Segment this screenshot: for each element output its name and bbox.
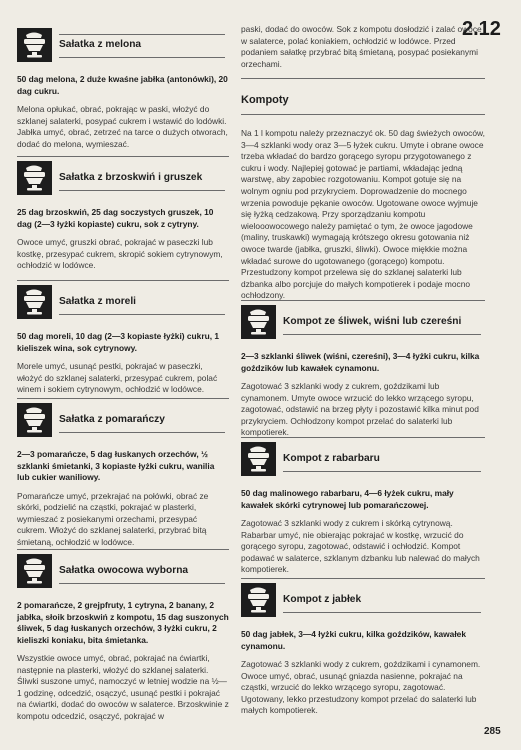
recipe-description: Pomarańcze umyć, przekrajać na połówki, obrać ze skórki, podzielić na cząstki, pokrajać w plasterki, wymieszać z posiekanymi orzechami, przesypać cukrem. Włożyć do szklanej salaterki, przybrać bitą śmietaną, ochłodzić w lodówce. <box>17 490 209 547</box>
continuation-text: paski, dodać do owoców. Sok z kompotu dosłodzić i zalać owoce w salaterce, polać koniakiem, ochłodzić w lodówce. Przed podaniem sałatkę przybrać bitą śmietaną, posypać posiekanymi orzechami. <box>241 24 482 69</box>
bowl-icon <box>241 583 276 617</box>
recipe-ingredients: 50 dag melona, 2 duże kwaśne jabłka (antonówki), 20 dag cukru. <box>17 74 228 96</box>
recipe-title: Kompot ze śliwek, wiśni lub czereśni <box>283 316 462 327</box>
recipe-ingredients: 50 dag malinowego rabarbaru, 4—6 łyżek cukru, mały kawałek skórki cytrynowej lub pomarańczowej. <box>241 488 454 510</box>
recipe-ingredients: 50 dag jabłek, 3—4 łyżki cukru, kilka goździków, kawałek cynamonu. <box>241 629 466 651</box>
recipe-melon <box>17 28 229 150</box>
bowl-icon <box>17 161 52 195</box>
recipe-description: Owoce umyć, gruszki obrać, pokrajać w paseczki lub kostkę, przesypać cukrem, skropić sokiem cytrynowym, ochłodzić w lodówce. <box>17 237 223 271</box>
recipe-title: Kompot z jabłek <box>283 594 362 605</box>
bowl-icon <box>17 554 52 588</box>
page-number: 285 <box>484 726 501 737</box>
recipe-title: Kompot z rabarbaru <box>283 453 380 464</box>
section-number: 2.12 <box>462 18 501 40</box>
recipe-title: Sałatka z brzoskwiń i gruszek <box>59 172 203 183</box>
recipe-title: Sałatka z melona <box>59 39 142 50</box>
bowl-icon <box>17 403 52 437</box>
recipe-title: Sałatka z pomarańczy <box>59 414 165 425</box>
recipe-rhubarb-compote <box>241 437 485 576</box>
recipe-description: Zagotować 3 szklanki wody z cukrem, goździkami lub cynamonem. Umyte owoce wrzucić do lekko wrzącego syropu, zagotować, odstawić na brzeg płyty i pozostawić kilka minut pod przykryciem. Ochłodzony kompot przelać do salaterki lub kompotierek. <box>241 381 479 438</box>
recipe-description: Zagotować 3 szklanki wody z cukrem i skórką cytrynową. Rabarbar umyć, nie obierając pokrajać w kostkę, wrzucić do gorącego syropu, zagotować, odstawić i ochłodzić. Kompot podawać w salaterce, szklanym dzbanku lub nalewać do małych kompotierek. <box>241 518 480 575</box>
bowl-icon <box>17 285 52 319</box>
section-intro-text: Na 1 l kompotu należy przeznaczyć ok. 50 dag świeżych owoców, 3—4 szklanki wody oraz 3—5 łyżek cukru. Umyte i obrane owoce trzeba wkładać do bardzo gorącego syropu przygotowanego z cukru i wody. Najlepiej gotować je partiami, wkładając jedną warstwę, aby zapobiec rozgotowaniu. Kompot gotuje się na wolnym ogniu pod przykryciem. Doprowadzenie do mocnego wrzenia powoduje pękanie owoców. Ugotowane owoce wyjmuje się łyżką cedzakową. Przy sporządzaniu kompotu wielooowocowego należy pamiętać o tym, że owoce jagodowe (maliny, truskawki) wymagają krótszego okresu gotowania niż owoce twarde (jabłka, gruszki, śliwki). Owoce miękkie można wkładać surowe do ugotowanego (gorącego) kompotu. Przestudzony kompot przelewa się do szklanej salaterki lub dzbanka albo porcjuje do małych kompotierek i podaje mocno ochłodzony. <box>241 128 485 301</box>
recipe-ingredients: 50 dag moreli, 10 dag (2—3 kopiaste łyżki) cukru, 1 kieliszek wina, sok cytrynowy. <box>17 331 220 353</box>
recipe-apple-compote <box>241 578 485 717</box>
recipe-apricot <box>17 280 229 396</box>
recipe-description: Morele umyć, usunąć pestki, pokrajać w paseczki, włożyć do szklanej salaterki, przesypać cukrem, polać winem i sokiem cytrynowym, ochłodzić w lodówce. <box>17 361 218 395</box>
recipe-title: Sałatka z moreli <box>59 296 137 307</box>
recipe-fruit-deluxe <box>17 549 229 723</box>
recipe-plum-compote <box>241 300 485 439</box>
recipe-orange <box>17 398 229 548</box>
recipe-description: Melona opłukać, obrać, pokrając w paski, włożyć do szklanej salaterki, posypać cukrem i wstawić do lodówki. Jabłka umyć, obrać, zetrzeć na tarce o dużych otworach, dodać do melona, wymieszać. <box>17 104 228 149</box>
section-heading: Kompoty <box>241 94 289 106</box>
recipe-description: Wszystkie owoce umyć, obrać, pokrajać na ćwiartki, następnie na plasterki, włożyć do szklanej salaterki. Śliwki suszone umyć, namoczyć w letniej wodzie na ½—1 godzinę, odcedzić, osączyć, usunąć pestki i pokrajać na ćwiartki, dodać do owoców w salaterce. Brzoskwinie z kompotu odcedzić, osączyć, pokrajać w <box>17 653 229 721</box>
recipe-ingredients: 2—3 szklanki śliwek (wiśni, czereśni), 3—4 łyżki cukru, kilka goździków lub kawałek cynamonu. <box>241 351 480 373</box>
recipe-ingredients: 2—3 pomarańcze, 5 dag łuskanych orzechów, ½ szklanki śmietanki, 3 kopiaste łyżki cukru, wanilia lub cukier waniliowy. <box>17 449 215 482</box>
recipe-ingredients: 2 pomarańcze, 2 grejpfruty, 1 cytryna, 2 banany, 2 jabłka, słoik brzoskwiń z kompotu, 15 dag suszonych śliwek, 5 dag łuskanych orzechów, 3 łyżki cukru, 2 kieliszki koniaku, bita śmietanka. <box>17 600 229 645</box>
recipe-title: Sałatka owocowa wyborna <box>59 565 189 576</box>
recipe-peach-pear <box>17 156 229 272</box>
recipe-ingredients: 25 dag brzoskwiń, 25 dag soczystych gruszek, 10 dag (2—3 łyżki kopiaste) cukru, sok z cytryny. <box>17 207 214 229</box>
bowl-icon <box>241 305 276 339</box>
bowl-icon <box>241 442 276 476</box>
recipe-description: Zagotować 3 szklanki wody z cukrem, goździkami i cynamonem. Owoce umyć, obrać, usunąć gniazda nasienne, pokrajać na cząstki, wrzucić do lekko wrzącego syropu, zagotować. Ugotowany, lekko przestudzony kompot przelać do salaterki lub małych kompotierek. <box>241 659 481 716</box>
bowl-icon <box>17 28 52 62</box>
